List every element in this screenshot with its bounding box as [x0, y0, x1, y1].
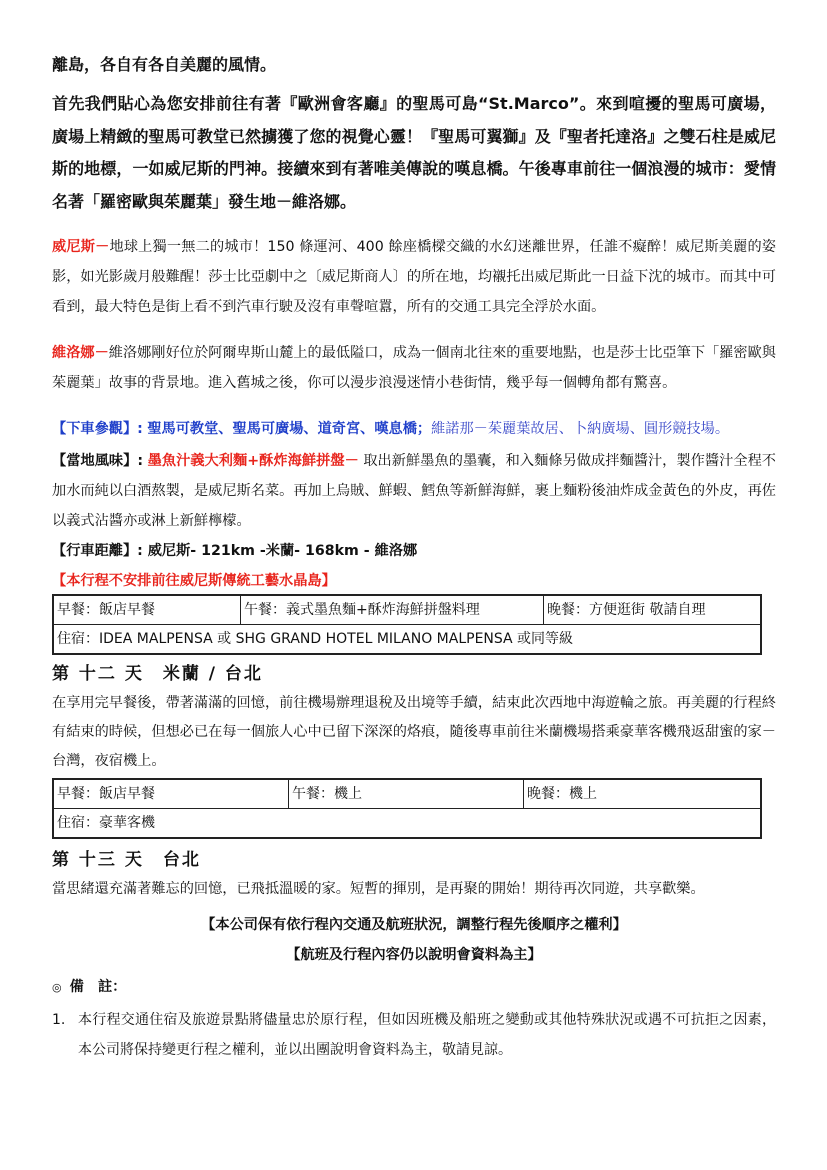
remarks-bullet: ◎: [52, 981, 62, 994]
intro-line: 離島，各自有各自美麗的風情。: [52, 55, 277, 74]
hotel-cell: 住宿：IDEA MALPENSA 或 SHG GRAND HOTEL MILANO MALPENSA 或同等級: [53, 625, 761, 655]
dinner-cell: 晚餐：機上: [524, 779, 762, 809]
remarks-heading: [52, 972, 776, 1003]
warning-line: 【本行程不安排前往威尼斯傳統工藝水晶島】: [52, 573, 336, 589]
lunch-cell: 午餐：機上: [289, 779, 524, 809]
remark-item: [52, 1005, 776, 1065]
sightseeing-label: 【下車參觀】:: [52, 421, 143, 437]
itinerary-page: [52, 50, 776, 1065]
sightseeing-normal-items: 維諾那－茱麗葉故居、卜納廣場、圓形競技場。: [431, 421, 730, 437]
breakfast-cell: 早餐：飯店早餐: [53, 595, 241, 625]
sightseeing-paragraph: [52, 414, 776, 444]
meal-table-day12: [52, 778, 762, 839]
day-intro-paragraph: 首先我們貼心為您安排前往有著『歐洲會客廳』的聖馬可島“St.Marco”。來到喧擾的聖馬可廣場，廣場上精緻的聖馬可教堂已然擄獲了您的視覺心靈！『聖馬可翼獅』及『聖者托達洛』之雙石柱是威尼斯的地標，一如威尼斯的門神。接續來到有著唯美傳說的嘆息橋。午後專車前往一個浪漫的城市：愛情名著「羅密歐與茱麗葉」發生地－維洛娜。: [52, 94, 776, 211]
dinner-cell: 晚餐：方便逛街 敬請自理: [544, 595, 762, 625]
day12-heading: 第 十二 天 米蘭 / 台北: [52, 664, 263, 684]
verona-title: 維洛娜－: [52, 345, 109, 361]
local-food-paragraph: [52, 446, 776, 536]
lunch-cell: 午餐：義式墨魚麵+酥炸海鮮拼盤料理: [241, 595, 544, 625]
venice-text: 地球上獨一無二的城市！150 條運河、400 餘座橋樑交織的水幻迷離世界，任誰不癡醉！威尼斯美麗的姿影，如光影歲月般難醒！莎士比亞劇中之〔威尼斯商人〕的所在地，均襯托出威尼斯此一日益下沈的城市。而其中可看到，最大特色是街上看不到汽車行駛及沒有車聲喧囂，所有的交通工具完全浮於水面。: [52, 239, 776, 315]
notice-adjust-rights: 【本公司保有依行程內交通及航班狀況，調整行程先後順序之權利】: [201, 917, 627, 933]
distance-line: 【行車距離】: 威尼斯- 121km -米蘭- 168km - 維洛娜: [52, 543, 418, 559]
hotel-cell: 住宿：豪華客機: [53, 809, 761, 839]
day12-text: 在享用完早餐後，帶著滿滿的回憶，前往機場辦理退稅及出境等手續，結束此次西地中海遊輪之旅。再美麗的行程終有結束的時候，但想必已在每一個旅人心中已留下深深的烙痕，隨後專車前往米蘭機場搭乘豪華客機飛返甜蜜的家－台灣，夜宿機上。: [52, 695, 776, 769]
remark-number: 1.: [52, 1012, 66, 1028]
breakfast-cell: 早餐：飯店早餐: [53, 779, 289, 809]
local-food-label: 【當地風味】:: [52, 453, 144, 469]
local-food-dish: 墨魚汁義大利麵+酥炸海鮮拼盤－: [147, 453, 359, 469]
day13-heading: 第 十三 天 台北: [52, 850, 201, 870]
verona-text: 維洛娜剛好位於阿爾卑斯山麓上的最低隘口，成為一個南北往來的重要地點，也是莎士比亞筆下「羅密歐與茱麗葉」故事的背景地。進入舊城之後，你可以漫步浪漫迷情小巷街情，幾乎每一個轉角都有驚喜。: [52, 345, 776, 391]
remarks-label: 備 註：: [69, 979, 127, 995]
local-food-text: 取出新鮮墨魚的墨囊，和入麵條另做成拌麵醬汁，製作醬汁全程不加水而純以白酒熬製，是威尼斯名菜。再加上烏賊、鮮蝦、鱈魚等新鮮海鮮，裹上麵粉後油炸成金黃色的外皮，再佐以義式沾醬亦或淋上新鮮檸檬。: [52, 453, 776, 529]
verona-paragraph: [52, 338, 776, 398]
meal-table-day11: [52, 594, 762, 655]
remark-text: 本行程交通住宿及旅遊景點將儘量忠於原行程，但如因班機及船班之變動或其他特殊狀況或遇不可抗拒之因素，本公司將保持變更行程之權利，並以出團說明會資料為主，敬請見諒。: [78, 1012, 776, 1058]
venice-paragraph: [52, 232, 776, 322]
day13-text: 當思緒還充滿著難忘的回憶，已飛抵溫暖的家。短暫的揮別，是再聚的開始！期待再次同遊，共享歡樂。: [52, 881, 705, 897]
venice-title: 威尼斯－: [52, 239, 110, 255]
sightseeing-bold-items: 聖馬可教堂、聖馬可廣場、道奇宮、嘆息橋；: [147, 421, 432, 437]
notice-briefing: 【航班及行程內容仍以說明會資料為主】: [286, 947, 542, 963]
